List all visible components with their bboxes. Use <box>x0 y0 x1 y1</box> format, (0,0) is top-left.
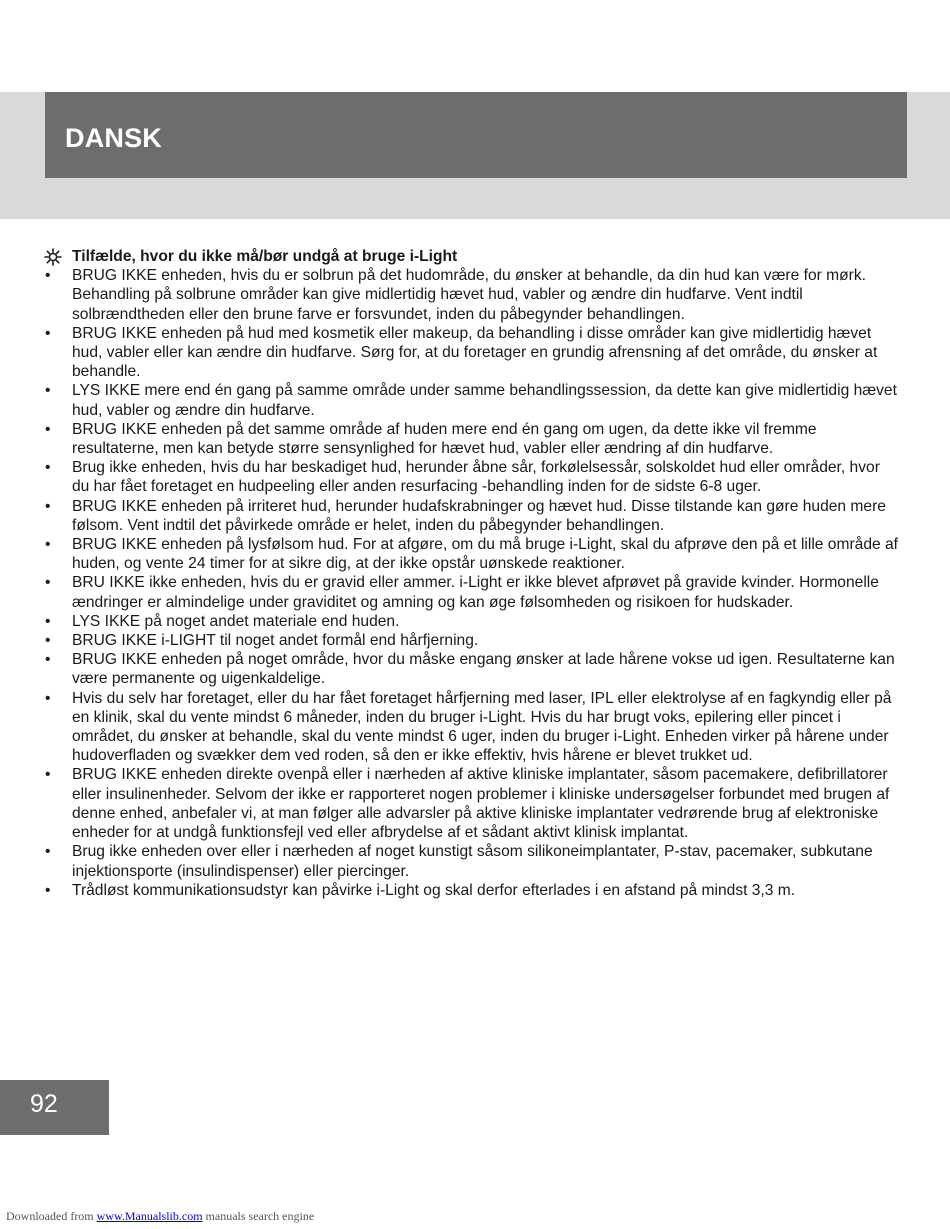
list-item <box>44 535 900 573</box>
bullet-mark: • <box>45 766 51 784</box>
bullet-mark: • <box>45 459 51 477</box>
list-item-text: LYS IKKE mere end én gang på samme område under samme behandlingssession, da dette kan give midlertidig hævet hud, vabler og ændre din hudfarve. <box>72 382 897 419</box>
list-item <box>44 689 900 766</box>
page-number-box <box>0 1080 109 1135</box>
list-item-text: BRUG IKKE enheden på lysfølsom hud. For at afgøre, om du må bruge i-Light, skal du afprøve den på et lille område af huden, og vente 24 timer for at sikre dig, at der ikke opstår uønskede reaktioner. <box>72 536 899 573</box>
list-item-text: BRUG IKKE i-LIGHT til noget andet formål end hårfjerning. <box>72 632 479 650</box>
list-item <box>44 881 900 900</box>
list-item-text: BRUG IKKE enheden på noget område, hvor du måske engang ønsker at lade hårene vokse ud igen. Resultaterne kan være permanente og uigenkaldelige. <box>72 651 895 688</box>
list-item <box>44 612 900 631</box>
list-item-text: BRUG IKKE enheden på det samme område af huden mere end én gang om ugen, da dette ikke vil fremme resultaterne, men kan betyde større sensynlighed for hævet hud, vabler eller ændring af din hudfarve. <box>72 420 817 458</box>
list-item-text: LYS IKKE på noget andet materiale end huden. <box>72 612 400 630</box>
bullet-mark: • <box>45 632 51 650</box>
bullet-mark: • <box>45 574 51 592</box>
section-heading-text: Tilfælde, hvor du ikke må/bør undgå at bruge i-Light <box>72 248 458 265</box>
list-item <box>44 381 900 419</box>
list-item <box>44 420 900 458</box>
section-heading <box>44 247 900 266</box>
list-item-text: BRUG IKKE enheden direkte ovenpå eller i nærheden af aktive kliniske implantater, såsom pacemakere, defibrillatorer eller insulinenheder. Selvom der ikke er rapporteret nogen problemer i kliniske undersøgelser forbundet med brugen af denne enhed, anbefaler vi, at man følger alle advarsler på aktive kliniske implantater vedrørende brug af elektroniske enheder for at undgå funktionsfejl ved eller afbrydelse af et sådant aktivt klinisk implantat. <box>72 766 890 842</box>
sun-icon <box>44 247 72 266</box>
bullet-mark: • <box>45 651 51 669</box>
page-title: DANSK <box>65 123 163 153</box>
bullet-mark: • <box>45 267 51 285</box>
manualslib-link[interactable]: www.Manualslib.com <box>96 1209 203 1223</box>
warning-list <box>44 266 900 900</box>
bullet-mark: • <box>45 612 51 630</box>
bullet-mark: • <box>45 324 51 342</box>
footer-prefix: Downloaded from <box>6 1209 97 1223</box>
list-item <box>44 842 900 880</box>
list-item-text: BRUG IKKE enheden på hud med kosmetik eller makeup, da behandling i disse områder kan give midlertidig hævet hud, vabler eller kan ændre din hudfarve. Sørg for, at du foretager en grundig afrensning af det område, du ønsker at behandle. <box>72 324 878 381</box>
list-item <box>44 573 900 611</box>
bullet-mark: • <box>45 420 51 438</box>
list-item <box>44 765 900 842</box>
list-item-text: Brug ikke enheden over eller i nærheden af noget kunstigt såsom silikoneimplantater, P-stav, pacemaker, subkutane injektionsporte (insulindispenser) eller piercinger. <box>72 843 873 880</box>
list-item <box>44 497 900 535</box>
list-item <box>44 324 900 382</box>
bullet-mark: • <box>45 497 51 515</box>
list-item-text: Brug ikke enheden, hvis du har beskadiget hud, herunder åbne sår, forkølelsessår, solskoldet hud eller områder, hvor du har fået foretaget en hudpeeling eller anden resurfacing -behandling inden for de sidste 6-8 uger. <box>72 459 880 496</box>
list-item <box>44 266 900 324</box>
list-item <box>44 631 900 650</box>
list-item-text: Trådløst kommunikationsudstyr kan påvirke i-Light og skal derfor efterlades i en afstand på mindst 3,3 m. <box>72 881 796 899</box>
bullet-mark: • <box>45 689 51 707</box>
list-item <box>44 458 900 496</box>
list-item <box>44 650 900 688</box>
list-item-text: Hvis du selv har foretaget, eller du har fået foretaget hårfjerning med laser, IPL eller elektrolyse af en fagkyndig eller på en klinik, skal du vente mindst 6 måneder, inden du bruger i-Light. Hvis du har brugt voks, epilering eller pincet i området, du ønsker at behandle, skal du vente mindst 6 uger, inden du bruger i-Light. Enheden virker på hårene under hudoverfladen og svækker dem ved roden, så den er ikke effektiv, hvis hårene er blevet trukket ud. <box>72 689 892 765</box>
bullet-mark: • <box>45 536 51 554</box>
page-number: 92 <box>30 1090 58 1118</box>
bullet-mark: • <box>45 382 51 400</box>
language-header <box>45 92 907 178</box>
bullet-mark: • <box>45 843 51 861</box>
footer-suffix: manuals search engine <box>202 1209 315 1223</box>
download-footer <box>6 1208 314 1224</box>
list-item-text: BRU IKKE ikke enheden, hvis du er gravid eller ammer. i-Light er ikke blevet afprøvet på gravide kvinder. Hormonelle ændringer er almindelige under graviditet og amning og kan øge følsomheden og risikoen for hudskader. <box>72 574 879 611</box>
list-item-text: BRUG IKKE enheden, hvis du er solbrun på det hudområde, du ønsker at behandle, da din hud kan være for mørk. Behandling på solbrune områder kan give midlertidig hævet hud, vabler og ændre din hudfarve. Vent indtil solbrændtheden eller den brune farve er forsvundet, inden du påbegynder behandlingen. <box>72 267 866 323</box>
main-content <box>44 247 900 900</box>
list-item-text: BRUG IKKE enheden på irriteret hud, herunder hudafskrabninger og hævet hud. Disse tilstande kan gøre huden mere følsom. Vent indtil det påvirkede område er helet, inden du påbegynder behandlingen. <box>72 497 886 534</box>
bullet-mark: • <box>45 881 51 899</box>
